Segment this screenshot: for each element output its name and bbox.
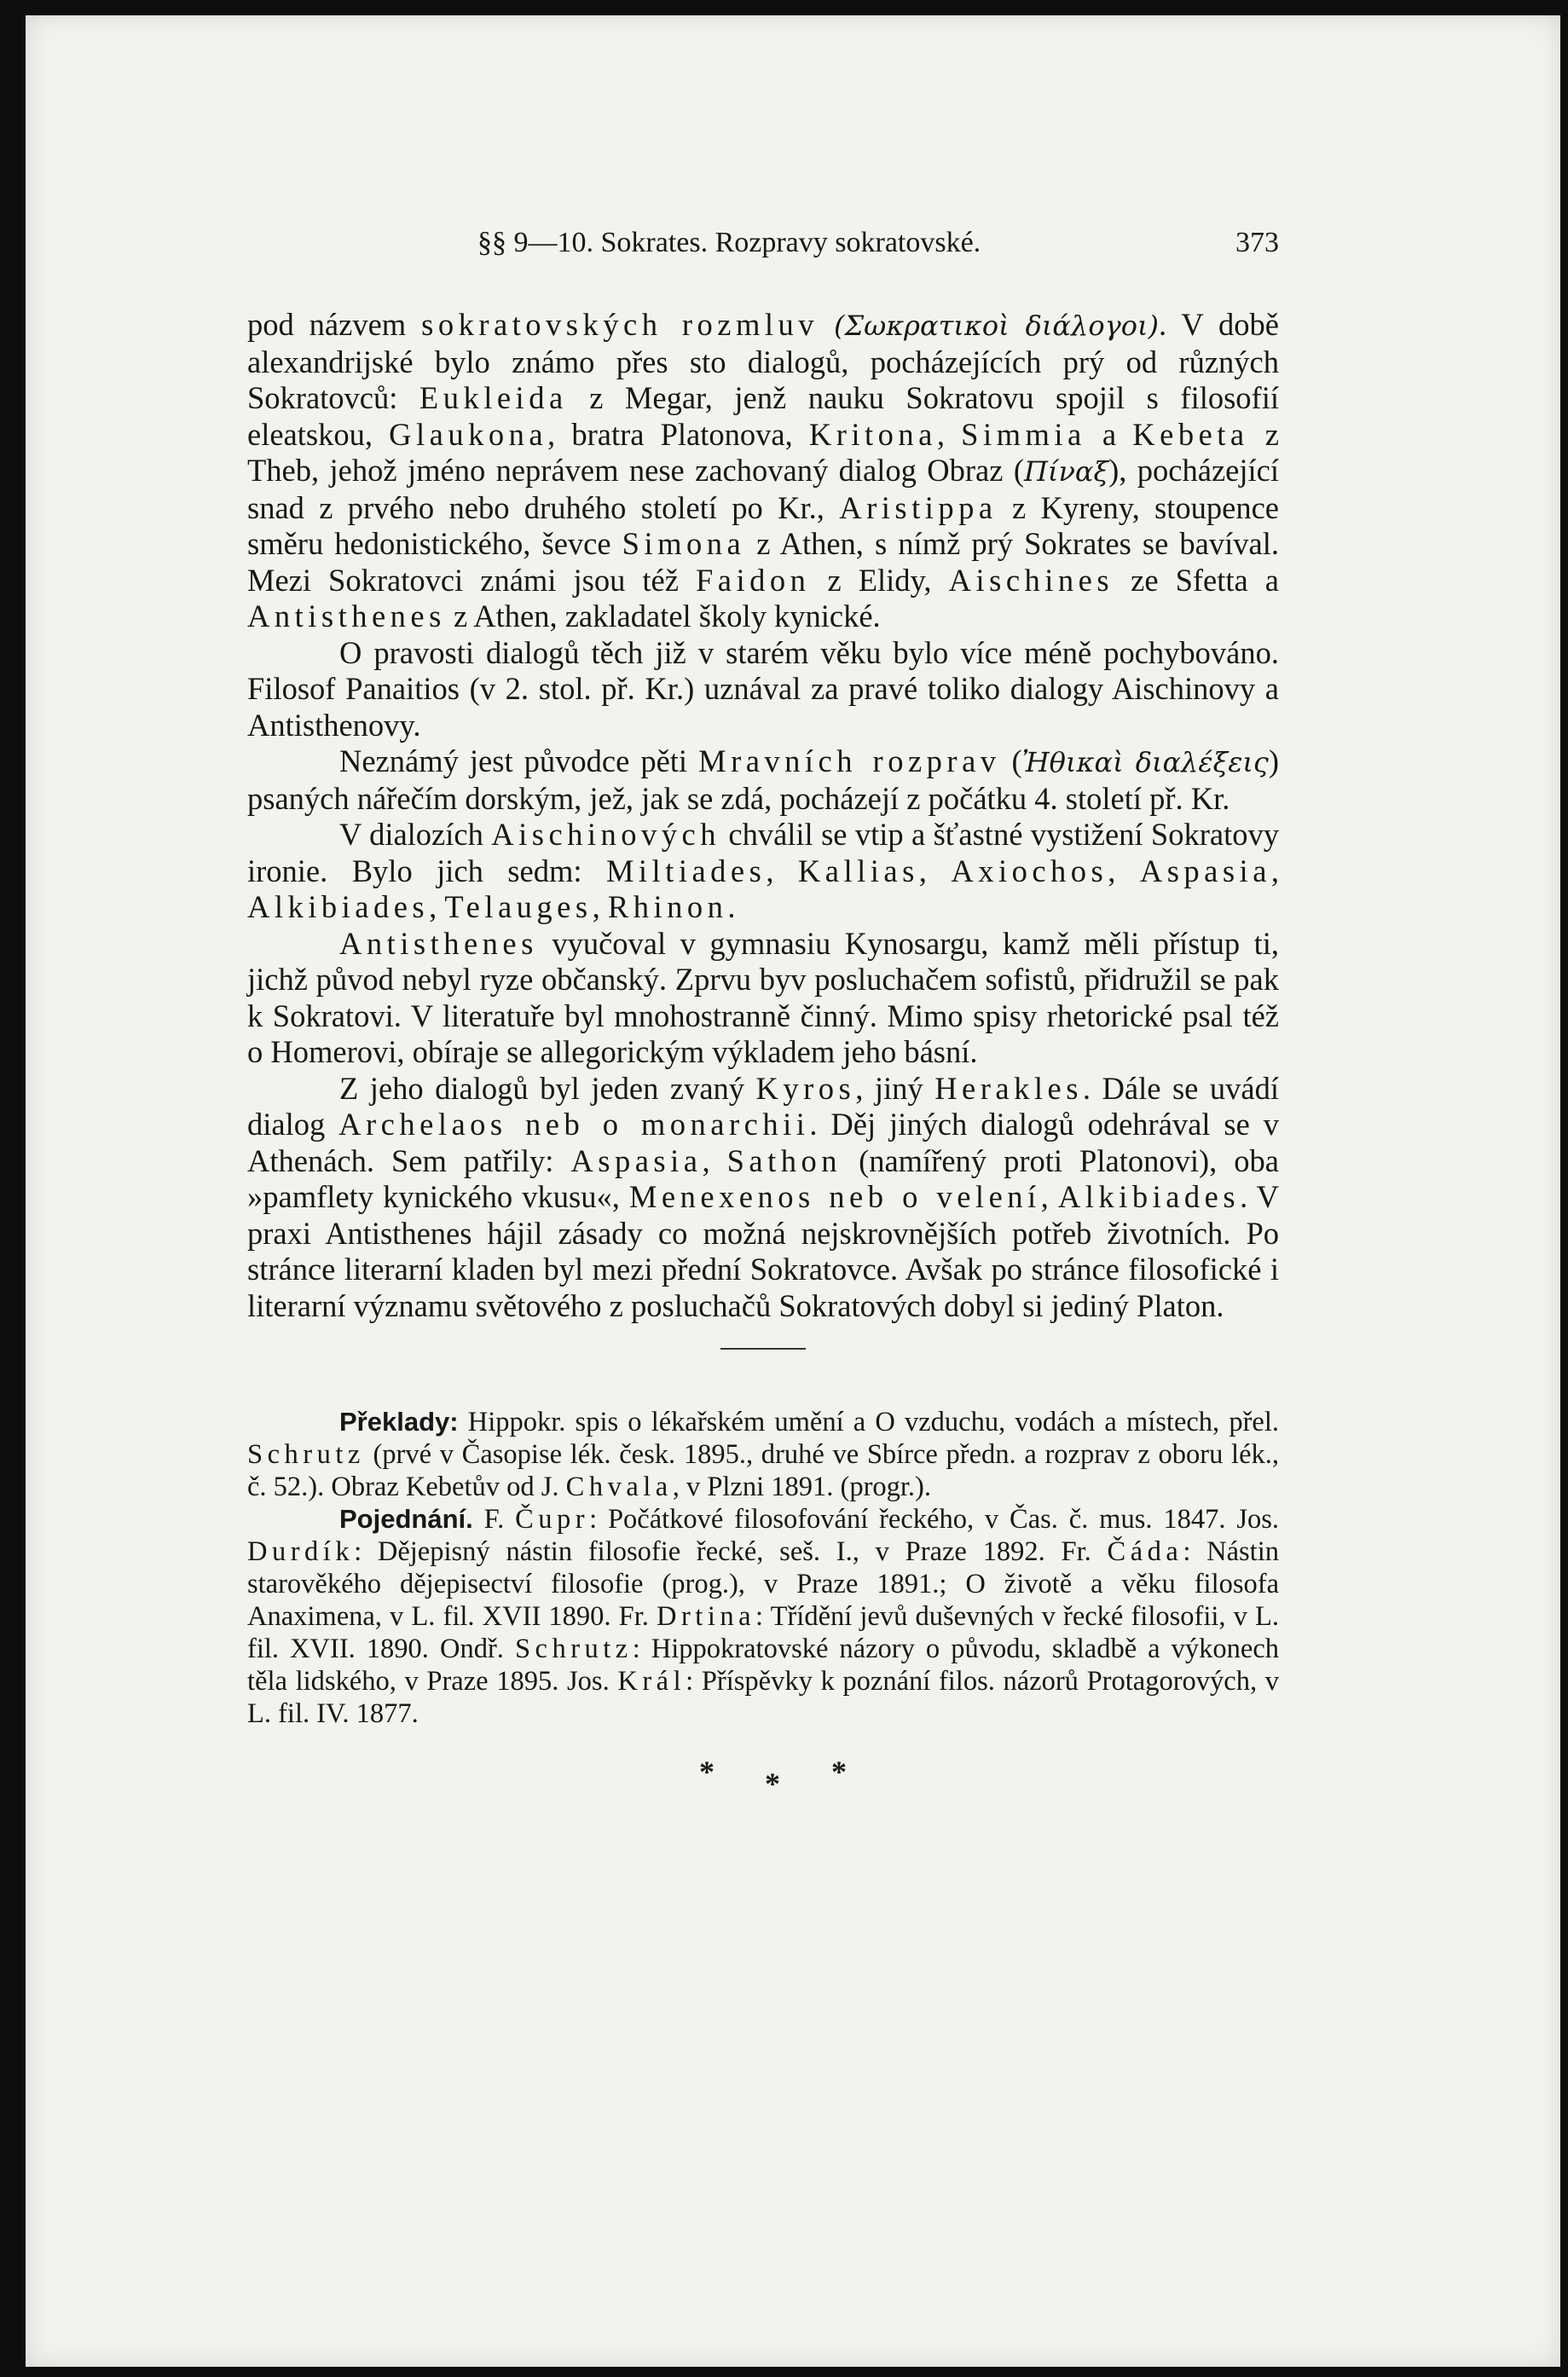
asterism (247, 1754, 1279, 1813)
page-number: 373 (1235, 227, 1279, 258)
text-run: . Děj jiných dialogů odehrával se v Athenách. Sem patřily: (247, 1107, 1280, 1178)
spaced-term: Aischines (948, 562, 1114, 598)
page-content (247, 227, 1279, 1813)
spaced-term: Kallias (797, 853, 919, 888)
spaced-term: Čupr (515, 1504, 590, 1535)
text-run: ze Sfetta a (1114, 562, 1279, 598)
spaced-term: Antisthenes (339, 925, 538, 961)
spaced-term: Telauges (444, 889, 593, 924)
text-run: Neznámý jest původce pěti (339, 743, 699, 778)
spaced-term: Schrutz (514, 1634, 633, 1664)
spaced-term: Rhinon (607, 889, 728, 924)
paragraph-4 (247, 817, 1279, 926)
note-label: Překlady: (339, 1407, 459, 1437)
text-run: F. (472, 1504, 516, 1535)
text-run: (prvé v Časopise lék. česk. 1895., druhé ve Sbírce předn. a rozprav z oboru lék., č. 52.). Obraz Kebetův od J. (247, 1439, 1279, 1502)
spaced-term: Sathon (726, 1142, 842, 1178)
spaced-term: Simmia (961, 416, 1086, 452)
spaced-term: Král (617, 1666, 686, 1697)
note-treatises (247, 1503, 1279, 1730)
text-run: , (766, 853, 798, 888)
spaced-term: Alkibiades (247, 889, 430, 924)
text-run: z Athen, zakladatel školy kynické. (445, 599, 881, 633)
spaced-term: Aspasia (1139, 853, 1271, 888)
text-run: : Příspěvky k poznání filos. názorů Protagorových, v L. fil. IV. 1877. (247, 1666, 1279, 1729)
text-run: , (592, 889, 608, 924)
spaced-term: Aristippa (839, 489, 998, 525)
text-run: Hippokr. spis o lékařském umění a O vzduchu, vodách a místech, přel. (458, 1407, 1279, 1437)
text-run: , (429, 889, 445, 924)
text-run: , (1040, 1179, 1058, 1214)
header-title: §§ 9—10. Sokrates. Rozpravy sokratovské. (477, 227, 981, 258)
text-run: pod názvem (247, 307, 422, 342)
text-run: z Athen, s nímž prý Sokrates se bavíval. Mezi Sokratovci známi jsou též (247, 526, 1279, 598)
spaced-term: Archelaos neb o monarchii (338, 1107, 810, 1142)
text-run: . V praxi Antisthenes hájil zásady co možná nejskrovnějších potřeb životních. Po stránce literarní kladen byl mezi přední Sokratovce. Avšak po stránce filosofické i literarní významu světového z posluchačů Sokratových dobyl si jediný Platon. (247, 1179, 1279, 1323)
text-run: , bratra Platonova, (547, 416, 809, 452)
spaced-term: Mravních rozprav (698, 743, 1001, 778)
spaced-term: Kebeta (1132, 416, 1249, 452)
greek-term: Ἠθικαὶ διαλέξεις (1021, 746, 1269, 778)
spaced-term: Simona (622, 526, 746, 561)
text-run: , v Plzni 1891. (progr.). (672, 1472, 932, 1502)
text-run: : Třídění jevů duševných v řecké filosofii, v L. fil. XVII. 1890. Ondř. (247, 1601, 1279, 1664)
spaced-term: Eukleida (419, 380, 568, 415)
text-run: , (702, 1142, 727, 1178)
spaced-term: Aischinových (491, 817, 720, 852)
note-label: Pojednání. (339, 1504, 473, 1534)
page-sheet (26, 15, 1560, 2367)
text-run: : Hippokratovské názory o původu, skladbě a výkonech těla lidského, v Praze 1895. Jos. (247, 1634, 1279, 1697)
note-translations (247, 1406, 1279, 1503)
text-run: ( (1000, 743, 1022, 778)
text-run: , (1108, 853, 1140, 888)
text-run: ), pocházející snad z prvého nebo druhého století po Kr., (247, 453, 1279, 525)
running-header (247, 227, 1279, 264)
body-text (247, 307, 1279, 1324)
text-run: Z jeho dialogů byl jeden zvaný (339, 1070, 756, 1106)
text-run: : Počátkové filosofování řeckého, v Čas. č. mus. 1847. Jos. (589, 1504, 1279, 1535)
text-run: . (727, 889, 736, 924)
spaced-term: Glaukona (389, 416, 548, 452)
spaced-term: Aspasia (570, 1142, 703, 1178)
text-run: ) psaných nářečím dorským, jež, jak se zdá, pocházejí z počátku 4. století př. Kr. (247, 743, 1279, 816)
spaced-term: Drtina (657, 1601, 756, 1632)
paragraph-5 (247, 926, 1279, 1071)
text-run: : Nástin starověkého dějepisectví filosofie (prog.), v Praze 1891.; O životě a věku filosofa Anaximena, v L. fil. XVII 1890. Fr. (247, 1536, 1279, 1632)
paragraph-2: O pravosti dialogů těch již v starém věku bylo více méně pochybováno. Filosof Panaitios (v 2. stol. př. Kr.) uznával za pravé toliko dialogy Aischinovy a Antisthenovy. (247, 634, 1279, 743)
text-run: z Theb, jehož jméno neprávem nese zachovaný dialog Obraz ( (247, 416, 1280, 488)
spaced-term: Chvala (565, 1472, 673, 1502)
text-run: chválil se vtip a šťastné vystižení Sokratovy ironie. Bylo jich sedm: (247, 817, 1279, 888)
text-run: (namířený proti Platonovi), oba »pamflety kynického vkusu«, (247, 1142, 1279, 1214)
paragraph-6 (247, 1071, 1279, 1325)
spaced-term: Herakles (934, 1070, 1083, 1106)
text-run: z Megar, jenž nauku Sokratovu spojil s filosofií eleatskou, (247, 380, 1279, 452)
spaced-term: Alkibiades (1057, 1179, 1241, 1214)
spaced-term: Miltiades (605, 853, 767, 888)
text-run: . V době alexandrijské bylo známo přes sto dialogů, pocházejících prý od různých Sokratovců: (247, 307, 1279, 415)
text-run: , (918, 853, 952, 888)
asterism-star-right: * (831, 1755, 847, 1789)
bibliography-notes (247, 1406, 1279, 1730)
spaced-term: Kyros (755, 1070, 856, 1106)
text-run: , jiný (855, 1070, 935, 1106)
asterism-star-middle: * (765, 1767, 780, 1801)
text-run: , (936, 416, 962, 452)
text-run: vyučoval v gymnasiu Kynosargu, kamž měli přístup ti, jichž původ nebyl ryze občanský. Zprvu byv posluchačem sofistů, přidružil se pak k Sokratovi. V literatuře byl mnohostranně činný. Mimo spisy rhetorické psal též o Homerovi, obíraje se allegorickým výkladem jeho básní. (247, 925, 1279, 1069)
spaced-term: Kritona (808, 416, 937, 452)
section-divider (720, 1348, 806, 1350)
spaced-term: Antisthenes (247, 599, 446, 633)
text-run: . Dále se uvádí dialog (247, 1070, 1279, 1142)
text-run: : Dějepisný nástin filosofie řecké, seš. I., v Praze 1892. Fr. (354, 1536, 1108, 1567)
text-run: , (1270, 853, 1280, 888)
spaced-term: Schrutz (247, 1439, 365, 1470)
text-run: V dialozích (339, 817, 492, 852)
asterism-star-left: * (699, 1755, 715, 1789)
greek-term: (Σωκρατικοὶ διάλογοι) (833, 309, 1160, 342)
text-run: z Elidy, (810, 562, 949, 598)
text-run: z Kyreny, stoupence směru hedonistického, ševce (247, 489, 1279, 561)
spaced-term: sokratovských rozmluv (421, 307, 819, 342)
spaced-term: Faidon (696, 562, 811, 598)
greek-term: Πίναξ (1023, 455, 1109, 488)
spaced-term: Čáda (1107, 1536, 1183, 1567)
text-run: a (1085, 416, 1133, 452)
paragraph-3 (247, 743, 1279, 817)
spaced-term: Axiochos (951, 853, 1108, 888)
spaced-term: Menexenos neb o velení (628, 1179, 1041, 1214)
paragraph-1 (247, 307, 1279, 635)
spaced-term: Durdík (247, 1536, 355, 1567)
